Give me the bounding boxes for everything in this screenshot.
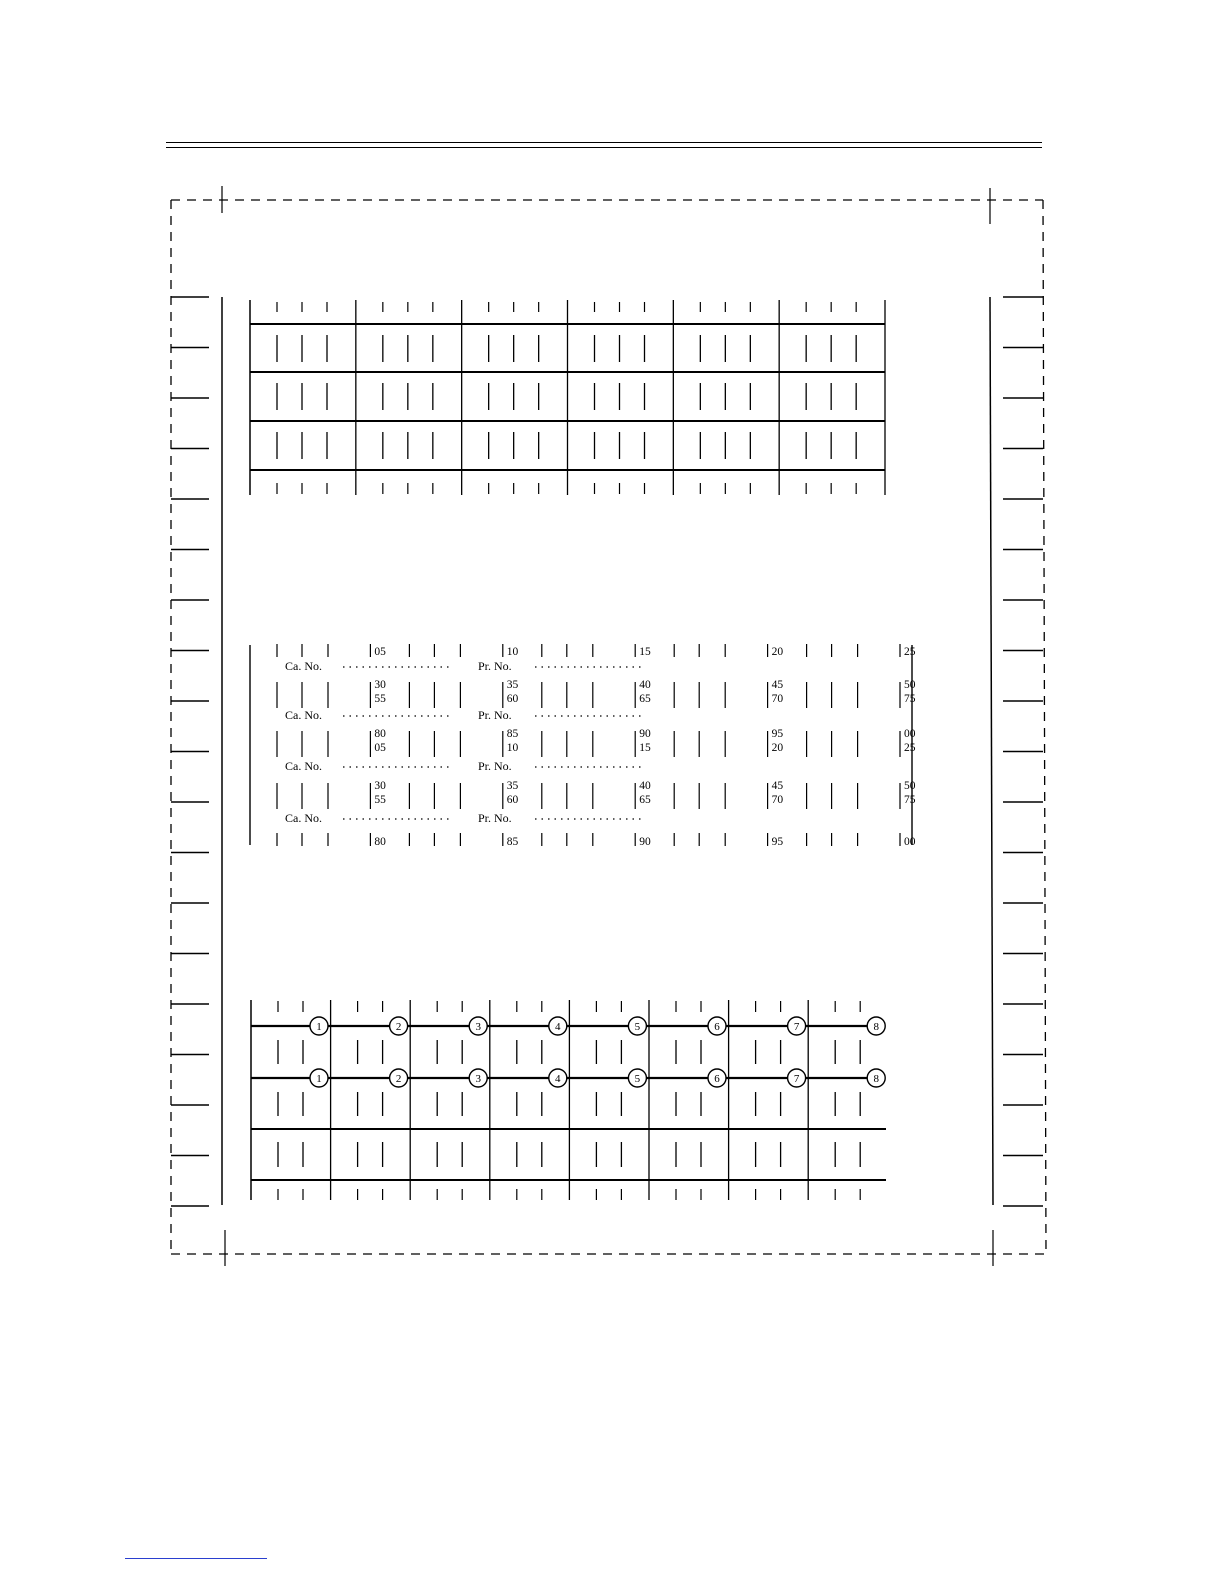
form-b-number-top: 45	[771, 679, 784, 691]
frame-right-dashed	[1043, 200, 1046, 1254]
form-b-number-bottom: 65	[639, 693, 651, 705]
form-b-label-pr: Pr. No.	[478, 708, 512, 722]
form-b-number-bottom: 75	[904, 794, 916, 806]
form-c-marker-grid	[251, 1000, 886, 1200]
form-b-number-bottom: 20	[771, 742, 784, 754]
form-c-marker-number: 1	[316, 1021, 322, 1033]
form-b-label-ca: Ca. No.	[285, 811, 322, 825]
form-b-number-bottom: 10	[506, 742, 519, 754]
form-c-marker-number: 4	[555, 1073, 561, 1085]
form-b-number: 85	[506, 836, 519, 848]
form-b-number-top: 90	[639, 728, 651, 740]
form-b-number-top: 80	[374, 728, 386, 740]
form-c-marker-number: 3	[475, 1073, 481, 1085]
form-b-label-pr: Pr. No.	[478, 659, 512, 673]
form-b-number-bottom: 60	[506, 693, 519, 705]
form-b-numbered-form	[250, 644, 916, 848]
form-b-number-top: 85	[506, 728, 519, 740]
form-b-label-ca: Ca. No.	[285, 659, 322, 673]
form-b-number: 80	[374, 836, 386, 848]
form-b-number-top: 50	[904, 780, 916, 792]
form-c-marker-number: 6	[714, 1021, 720, 1033]
form-c-marker-number: 5	[634, 1073, 641, 1085]
form-c-marker-number: 8	[873, 1073, 879, 1085]
form-b-number-bottom: 05	[374, 742, 386, 754]
form-b-number-bottom: 65	[639, 794, 651, 806]
form-b-number-bottom: 60	[506, 794, 519, 806]
form-b-label-ca: Ca. No.	[285, 759, 322, 773]
form-c-marker-number: 2	[395, 1073, 402, 1085]
form-b-number-top: 30	[374, 679, 386, 691]
form-c-marker-number: 4	[555, 1021, 561, 1033]
form-b-number: 05	[374, 646, 386, 658]
form-b-number-bottom: 15	[639, 742, 651, 754]
form-b-number-bottom: 55	[374, 693, 386, 705]
form-c-marker-number: 3	[475, 1021, 481, 1033]
form-c-marker-number: 8	[873, 1021, 879, 1033]
form-b-number-top: 40	[639, 679, 651, 691]
form-b-number-bottom: 70	[771, 794, 784, 806]
form-b-number-top: 35	[506, 780, 519, 792]
form-b-number-top: 30	[374, 780, 386, 792]
form-b-number-top: 45	[771, 780, 784, 792]
form-b-number-top: 35	[506, 679, 519, 691]
form-b-number-bottom: 75	[904, 693, 916, 705]
form-c-marker-number: 7	[793, 1073, 800, 1085]
form-b-number-top: 40	[639, 780, 651, 792]
form-b-number: 10	[506, 646, 519, 658]
form-b-number: 90	[639, 836, 651, 848]
form-b-number: 00	[904, 836, 916, 848]
form-b-number-top: 50	[904, 679, 916, 691]
form-b-number-top: 95	[771, 728, 784, 740]
form-b-number: 95	[771, 836, 784, 848]
form-b-label-pr: Pr. No.	[478, 759, 512, 773]
form-b-number-bottom: 70	[771, 693, 784, 705]
form-c-marker-number: 1	[316, 1073, 322, 1085]
form-a-ruled-grid	[250, 300, 885, 495]
footnote-rule	[125, 1558, 267, 1559]
form-c-marker-number: 5	[634, 1021, 641, 1033]
form-b-number-bottom: 55	[374, 794, 386, 806]
form-b-number: 25	[904, 646, 916, 658]
form-b-number-top: 00	[904, 728, 916, 740]
form-b-label-ca: Ca. No.	[285, 708, 322, 722]
form-b-label-pr: Pr. No.	[478, 811, 512, 825]
form-c-marker-number: 2	[395, 1021, 402, 1033]
form-b-number-bottom: 25	[904, 742, 916, 754]
form-b-number: 15	[639, 646, 651, 658]
right-feed-line	[990, 297, 993, 1205]
form-c-marker-number: 6	[714, 1073, 720, 1085]
form-b-number: 20	[771, 646, 784, 658]
form-c-marker-number: 7	[793, 1021, 800, 1033]
